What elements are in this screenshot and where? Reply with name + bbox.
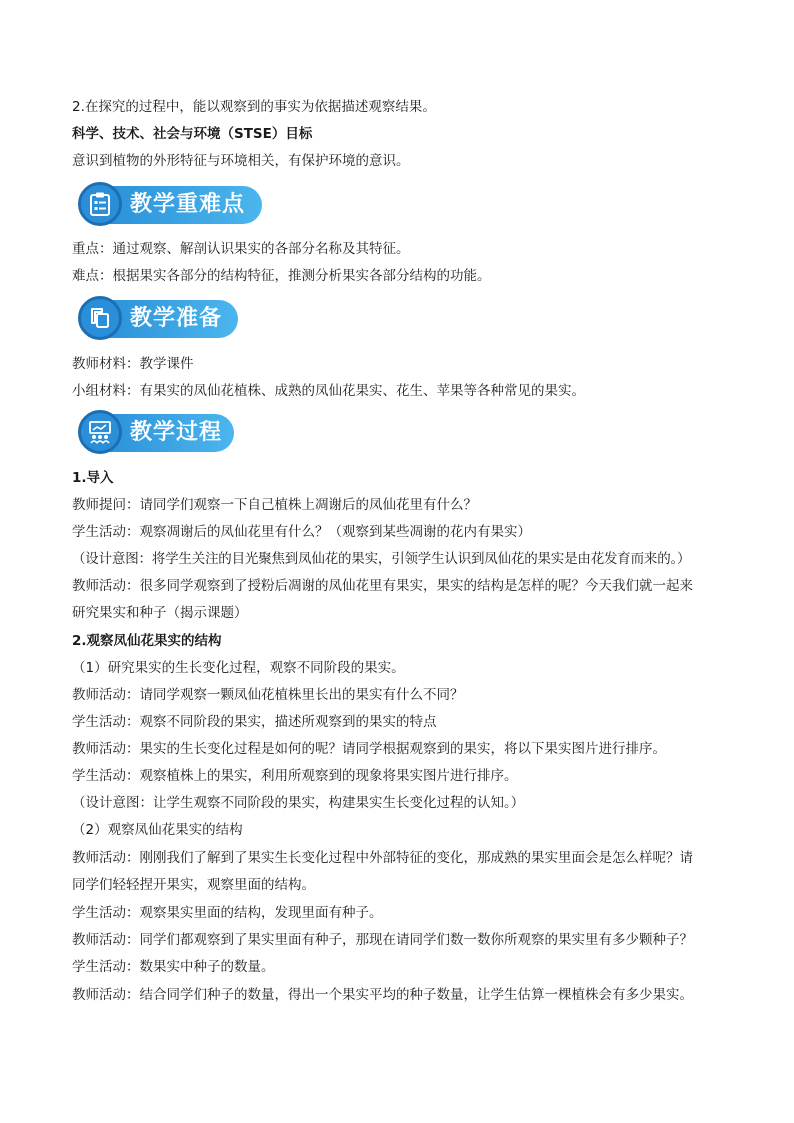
design-intent-line: （设计意图：让学生观察不同阶段的果实，构建果实生长变化过程的认知。） xyxy=(72,795,525,811)
difficult-point-line: 难点：根据果实各部分的结构特征，推测分析果实各部分结构的功能。 xyxy=(72,268,491,284)
process-line: 学生活动：观察凋谢后的凤仙花里有什么？（观察到某些凋谢的花内有果实） xyxy=(72,524,531,540)
stse-line: 意识到植物的外形特征与环境相关，有保护环境的意识。 xyxy=(72,153,410,169)
teacher-materials-line: 教师材料：教学课件 xyxy=(72,356,194,372)
group-materials-line: 小组材料：有果实的凤仙花植株、成熟的凤仙花果实、花生、苹果等各种常见的果实。 xyxy=(72,383,585,399)
process-banner-title: 教学过程 xyxy=(130,420,223,445)
process-line: 教师活动：果实的生长变化过程是如何的呢？请同学根据观察到的果实，将以下果实图片进行排序。 xyxy=(72,741,666,757)
process-line: 学生活动：数果实中种子的数量。 xyxy=(72,959,275,975)
key-point-line: 重点：通过观察、解剖认识果实的各部分名称及其特征。 xyxy=(72,241,410,257)
preparation-banner xyxy=(78,296,240,342)
process-line: 学生活动：观察植株上的果实，利用所观察到的现象将果实图片进行排序。 xyxy=(72,768,518,784)
design-intent-line: （设计意图：将学生关注的目光聚焦到凤仙花的果实，引领学生认识到凤仙花的果实是由花发育而来的。） xyxy=(72,551,691,567)
section-heading-structure: 2.观察凤仙花果实的结构 xyxy=(72,633,222,649)
process-line: 研究果实和种子（揭示课题） xyxy=(72,605,248,621)
process-line: 教师活动：刚刚我们了解到了果实生长变化过程中外部特征的变化，那成熟的果实里面会是怎么样呢？请 xyxy=(72,850,693,866)
stse-heading: 科学、技术、社会与环境（STSE）目标 xyxy=(72,126,313,142)
process-line: 学生活动：观察果实里面的结构，发现里面有种子。 xyxy=(72,905,383,921)
copy-pages-icon xyxy=(78,296,122,340)
process-line: （1）研究果实的生长变化过程，观察不同阶段的果实。 xyxy=(72,660,405,676)
process-line: 教师活动：很多同学观察到了授粉后凋谢的凤仙花里有果实，果实的结构是怎样的呢？今天我们就一起来 xyxy=(72,578,693,594)
difficulty-banner-title: 教学重难点 xyxy=(130,192,246,217)
process-line: 教师提问：请同学们观察一下自己植株上凋谢后的凤仙花里有什么？ xyxy=(72,497,477,513)
difficulty-banner xyxy=(78,182,264,228)
process-line: （2）观察凤仙花果实的结构 xyxy=(72,822,243,838)
process-line: 学生活动：观察不同阶段的果实，描述所观察到的果实的特点 xyxy=(72,714,437,730)
process-line: 教师活动：结合同学们种子的数量，得出一个果实平均的种子数量，让学生估算一棵植株会有多少果实。 xyxy=(72,987,693,1003)
objective-line: 2.在探究的过程中，能以观察到的事实为依据描述观察结果。 xyxy=(72,99,436,115)
process-line: 同学们轻轻捏开果实，观察里面的结构。 xyxy=(72,877,315,893)
clipboard-icon xyxy=(78,182,122,226)
preparation-banner-title: 教学准备 xyxy=(130,306,223,331)
process-line: 教师活动：同学们都观察到了果实里面有种子，那现在请同学们数一数你所观察的果实里有多少颗种子？ xyxy=(72,932,693,948)
process-line: 教师活动：请同学观察一颗凤仙花植株里长出的果实有什么不同？ xyxy=(72,687,464,703)
section-heading-intro: 1.导入 xyxy=(72,470,114,486)
presentation-icon xyxy=(78,410,122,454)
process-banner xyxy=(78,410,236,456)
